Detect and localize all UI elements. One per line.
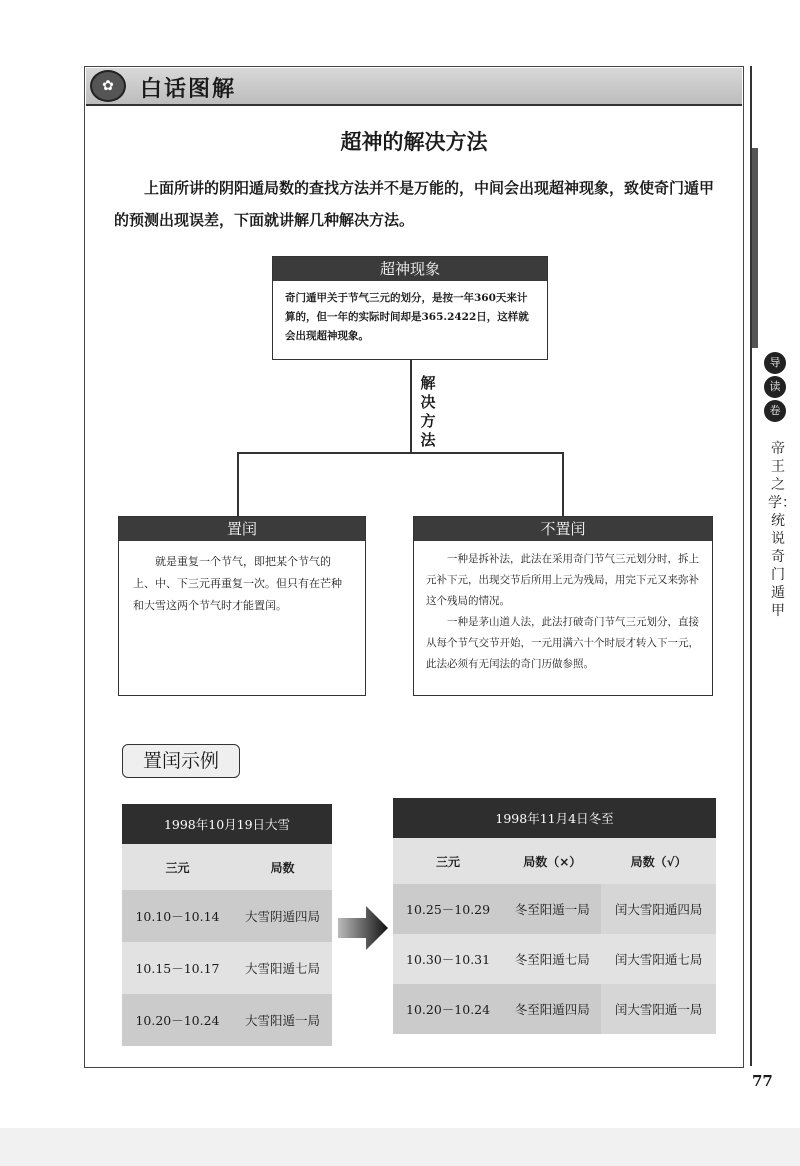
right-arrow-icon [338, 906, 388, 950]
table-cell: 冬至阳遁一局 [514, 902, 590, 917]
no-run-jump-para2: 一种是茅山道人法，此法打破奇门节气三元划分，直接从每个节气交节开始，一元用满六十个时辰才转入下一元，此法必须有无闰法的奇门历做参照。 [426, 616, 699, 670]
side-tab-text: 帝王之学：统说奇门遁甲 [768, 441, 796, 619]
table-cell: 10.20－10.24 [406, 1002, 491, 1017]
side-rule-thick [752, 148, 758, 348]
intro-paragraph: 上面所讲的阴阳遁局数的查找方法并不是万能的，中间会出现超神现象，致使奇门遁甲的预测出现误差，下面就讲解几种解决方法。 [114, 179, 715, 229]
table-cell: 闰大雪阳遁一局 [601, 984, 716, 1034]
article-title: 超神的解决方法 [340, 130, 488, 154]
side-badge: 读 [764, 376, 786, 398]
solve-label: 解决方法 [420, 374, 436, 449]
side-badge: 导 [764, 352, 786, 374]
example-heading: 置闰示例 [122, 744, 240, 778]
no-run-jump-box [413, 516, 713, 696]
table-cell: 10.30－10.31 [406, 952, 491, 967]
table-cell: 大雪阳遁七局 [244, 961, 320, 976]
phenomenon-box [272, 256, 548, 360]
connector-right [562, 452, 564, 516]
connector-horizontal [237, 452, 564, 454]
left-table-header: 局数 [270, 860, 295, 875]
table-cell: 冬至阳遁七局 [514, 952, 590, 967]
run-jump-box [118, 516, 366, 696]
header-title: 白话图解 [140, 77, 237, 102]
right-table [393, 798, 716, 1034]
no-run-jump-title: 不置闰 [414, 517, 712, 541]
table-cell: 10.20－10.24 [135, 1013, 220, 1028]
connector-left [237, 452, 239, 516]
table-cell: 10.15－10.17 [135, 961, 220, 976]
table-cell: 大雪阳遁一局 [244, 1013, 320, 1028]
table-cell: 10.25－10.29 [406, 902, 491, 917]
right-table-header: 三元 [436, 854, 461, 869]
left-table [122, 804, 332, 1046]
header-logo-icon: ✿ [90, 70, 126, 102]
table-cell: 10.10－10.14 [135, 909, 220, 924]
table-cell: 闰大雪阳遁七局 [614, 952, 703, 967]
left-table-title: 1998年10月19日大雪 [122, 804, 332, 844]
connector-vertical [410, 360, 412, 452]
phenomenon-text: 奇门遁甲关于节气三元的划分，是按一年360天来计算的，但一年的实际时间却是365.2422日，这样就会出现超神现象。 [285, 292, 529, 342]
right-table-title: 1998年11月4日冬至 [393, 798, 716, 838]
right-table-header: 局数（×） [523, 854, 582, 869]
run-jump-title: 置闰 [119, 517, 365, 541]
table-cell: 冬至阳遁四局 [514, 1002, 590, 1017]
page-number: 77 [752, 1072, 773, 1090]
table-cell: 大雪阴遁四局 [244, 909, 320, 924]
side-badge: 卷 [764, 400, 786, 422]
no-run-jump-para1: 一种是拆补法，此法在采用奇门节气三元划分时，拆上元补下元，出现交节后所用上元为残局，用完下元又来弥补这个残局的情况。 [426, 553, 699, 607]
bottom-band [0, 1128, 800, 1166]
table-cell: 闰大雪阳遁四局 [601, 884, 716, 934]
run-jump-text: 就是重复一个节气，即把某个节气的上、中、下三元再重复一次。但只有在芒种和大雪这两个节气时才能置闰。 [133, 555, 342, 612]
left-table-header: 三元 [165, 860, 190, 875]
phenomenon-title: 超神现象 [273, 257, 547, 281]
right-table-header: 局数（√） [630, 854, 687, 869]
